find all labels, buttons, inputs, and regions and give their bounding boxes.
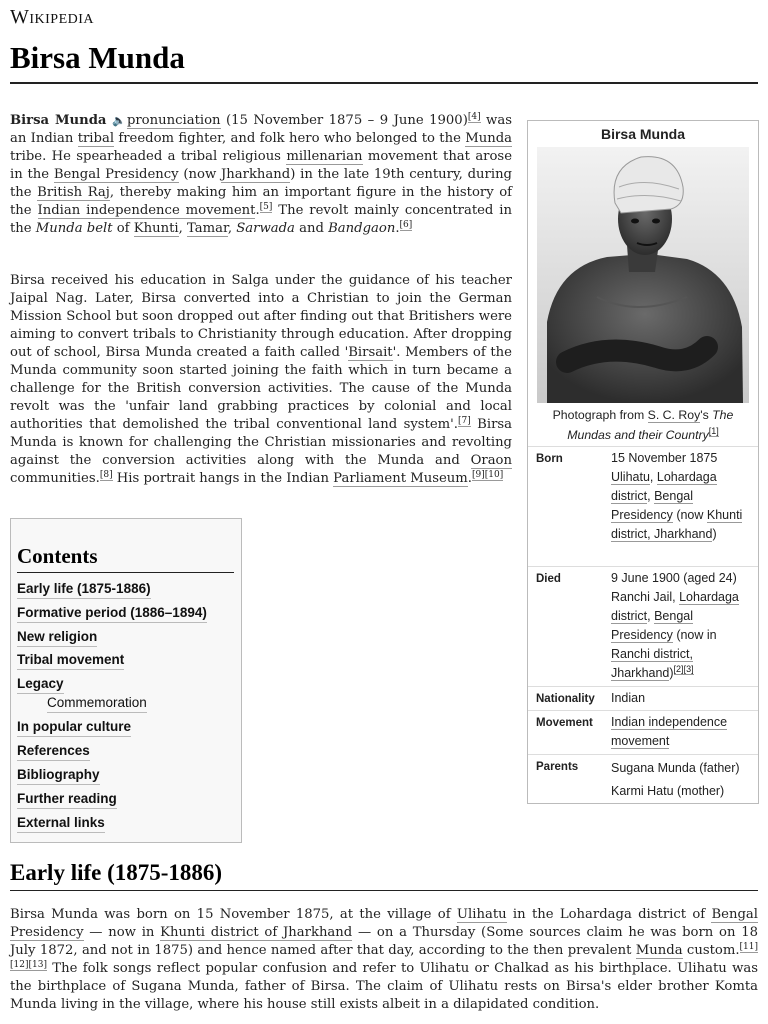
toc-item-legacy[interactable]: Legacy — [17, 675, 64, 694]
infobox-title: Birsa Munda — [600, 126, 685, 142]
text: 9 June 1900 (aged 24) — [611, 571, 737, 585]
link-sc-roy[interactable]: S. C. Roy — [647, 408, 701, 422]
citation-6[interactable]: [6] — [399, 219, 413, 230]
citation-7[interactable]: [7] — [458, 415, 471, 426]
toc-item-bibliography[interactable]: Bibliography — [17, 766, 100, 785]
parents-value — [611, 757, 751, 803]
infobox-row-nationality — [528, 686, 758, 711]
text: . — [395, 221, 400, 236]
text: freedom fighter, and folk hero who belonged to the — [114, 131, 466, 146]
toc-item-tribal-movement[interactable]: Tribal movement — [17, 651, 124, 670]
toc-item-commemoration[interactable]: Commemoration — [47, 694, 147, 713]
early-life-paragraph — [10, 906, 758, 1014]
wikipedia-wordmark[interactable] — [10, 6, 94, 29]
link-british-raj[interactable]: British Raj — [37, 185, 110, 200]
citation-1[interactable]: [1] — [708, 425, 719, 436]
link-lohardaga-district[interactable]: Lohardaga district — [611, 470, 717, 503]
citation-9[interactable]: [9] — [471, 469, 485, 480]
text: 's — [700, 408, 713, 422]
sarwada: Sarwada — [236, 221, 295, 236]
text: . — [255, 203, 260, 218]
citation-2[interactable]: [2] — [673, 663, 684, 674]
toc-item-early-life[interactable]: Early life (1875-1886) — [17, 580, 151, 599]
table-of-contents — [10, 518, 242, 843]
text: , — [227, 221, 237, 236]
link-khunti-district[interactable]: Khunti district of Jharkhand — [160, 925, 353, 940]
link-bengal-presidency[interactable]: Bengal Presidency — [611, 489, 694, 522]
movement-label: Movement — [536, 717, 593, 729]
text: Photograph from — [552, 408, 648, 422]
infobox-row-parents — [528, 754, 758, 803]
nationality-value: Indian — [611, 691, 646, 705]
citation-10[interactable]: [10] — [484, 469, 504, 480]
text: Ranchi Jail, — [611, 590, 680, 604]
nationality-label: Nationality — [536, 693, 595, 705]
text: Birsa received his education in Salga under the guidance of his teacher Jaipal Nag. Later, Birsa converted into a Christian to join the German Mission School but soon dropped out after finding out that Britishers were aiming to convert tribals to Christianity through education. After dropping out of school, Birsa Munda created a faith called ' — [10, 273, 512, 360]
text: and — [294, 221, 329, 236]
photo-caption — [532, 405, 754, 445]
text: (now — [178, 167, 221, 182]
link-millenarian[interactable]: millenarian — [286, 149, 363, 164]
text: 15 November 1875 — [611, 451, 718, 465]
citation-11[interactable]: [11] — [739, 941, 759, 952]
text: (now in — [672, 628, 717, 642]
link-khunti[interactable]: Khunti — [133, 221, 179, 236]
book-title: The Mundas and their Country — [567, 408, 734, 442]
toc-item-popular-culture[interactable]: In popular culture — [17, 718, 131, 737]
link-tamar[interactable]: Tamar — [187, 221, 228, 236]
text: ) in the late 19th century, during the — [10, 167, 512, 200]
text: . — [467, 471, 472, 486]
link-tribal[interactable]: tribal — [77, 131, 115, 146]
died-value — [611, 569, 751, 683]
text: ) — [669, 666, 674, 680]
section-divider — [10, 890, 758, 891]
section-heading-early-life: Early life (1875-1886) — [10, 860, 223, 885]
text: communities. — [10, 471, 100, 486]
infobox-row-movement — [528, 710, 758, 755]
movement-value — [611, 713, 751, 751]
citation-12[interactable]: [12] — [10, 959, 29, 970]
text: tribe. He spearheaded a tribal religious — [10, 149, 287, 164]
link-munda[interactable]: Munda — [635, 943, 683, 958]
text: The folk songs reflect popular confusion and refer to Ulihatu or Chalkad as his birthplace. Ulihatu was the birthplace of Sugana Munda, father of Birsa. The claim of Ulihatu rests on Birsa's elder brother Komta Munda living in the village, where his house still exists albeit in a dilapidated condition. — [10, 961, 758, 1012]
toc-item-formative-period[interactable]: Formative period (1886–1894) — [17, 604, 207, 623]
text: , — [178, 221, 188, 236]
wordmark-text: Wikipedia — [10, 6, 95, 28]
toc-item-new-religion[interactable]: New religion — [17, 628, 97, 647]
text: ) — [712, 527, 717, 541]
text: , — [647, 489, 655, 503]
infobox-row-born — [528, 446, 758, 567]
text: , — [649, 470, 657, 484]
title-divider — [10, 82, 758, 84]
text: of — [112, 221, 134, 236]
link-indian-independence[interactable]: Indian independence movement — [37, 203, 256, 218]
citation-4[interactable]: [4] — [467, 111, 481, 122]
link-indian-independence[interactable]: Indian independence movement — [611, 715, 728, 748]
text: was an Indian — [10, 113, 512, 146]
link-khunti-district[interactable]: Khunti district, Jharkhand — [611, 508, 743, 541]
toc-title: Contents — [17, 544, 98, 568]
pronunciation-link[interactable]: pronunciation — [126, 113, 221, 128]
link-munda[interactable]: Munda — [465, 131, 512, 146]
text: His portrait hangs in the Indian — [112, 471, 334, 486]
born-label: Born — [536, 453, 563, 465]
lead-paragraph-1 — [10, 112, 512, 238]
link-bengal-presidency[interactable]: Bengal Presidency — [53, 167, 179, 182]
subject-name: Birsa Munda — [10, 113, 107, 128]
infobox-row-died — [528, 566, 758, 687]
mother: Karmi Hatu (mother) — [611, 784, 725, 798]
portrait-photo[interactable] — [537, 147, 749, 403]
parents-label: Parents — [536, 761, 579, 773]
page-title: Birsa Munda — [10, 40, 185, 75]
link-jharkhand[interactable]: Jharkhand — [221, 167, 291, 182]
text: in the Lohardaga district of — [506, 907, 712, 922]
text: movement that arose in the — [10, 149, 512, 182]
toc-item-further-reading[interactable]: Further reading — [17, 790, 117, 809]
text: Birsa Munda is known for challenging the Christian missionaries and revolting against the conversion activities along with the Munda and — [10, 417, 513, 468]
text: , — [647, 609, 655, 623]
toc-divider — [17, 572, 234, 573]
citation-5[interactable]: [5] — [259, 201, 273, 212]
text: The revolt mainly concentrated in the — [10, 203, 512, 236]
link-ulihatu[interactable]: Ulihatu — [456, 907, 507, 922]
infobox — [527, 120, 759, 804]
father: Sugana Munda (father) — [611, 761, 740, 775]
link-oraon[interactable]: Oraon — [470, 453, 512, 468]
text: — on a Thursday (Some sources claim he was born on 18 July 1872, and not in 1875) and hence named after that day, according to the then prevalent — [10, 925, 758, 958]
citation-13[interactable]: [13] — [28, 959, 47, 970]
toc-item-external-links[interactable]: External links — [17, 814, 105, 833]
text: Birsa Munda was born on 15 November 1875, at the village of — [10, 907, 457, 922]
link-lohardaga-district[interactable]: Lohardaga district — [611, 590, 739, 623]
died-label: Died — [536, 573, 561, 585]
lead-paragraph-2 — [10, 272, 512, 488]
munda-belt: Munda belt — [35, 221, 113, 236]
born-value — [611, 449, 751, 544]
text: '. Members of the Munda community soon started joining the faith which in turn became a challenge for the British conversion activities. The cause of the Munda revolt was the 'unfair land grabbing practices by colonial and local authorities that demolished the tribal conventional land system'. — [10, 345, 512, 432]
toc-item-references[interactable]: References — [17, 742, 90, 761]
bandgaon: Bandgaon — [328, 221, 396, 236]
speaker-icon[interactable]: 🔈 — [111, 114, 127, 127]
citation-8[interactable]: [8] — [99, 469, 113, 480]
link-bengal-presidency[interactable]: Bengal Presidency — [10, 907, 758, 940]
link-ulihatu[interactable]: Ulihatu — [611, 470, 650, 484]
text: (now — [672, 508, 707, 522]
link-birsait[interactable]: Birsait — [348, 345, 393, 360]
link-parliament-museum[interactable]: Parliament Museum — [333, 471, 468, 486]
citation-3[interactable]: [3] — [683, 663, 694, 674]
link-ranchi-district[interactable]: Ranchi district, Jharkhand — [611, 647, 693, 680]
text: , thereby making him an important figure in the history of the — [10, 185, 513, 218]
text: — now in — [83, 925, 161, 940]
link-bengal-presidency[interactable]: Bengal Presidency — [611, 609, 694, 642]
text: custom. — [682, 943, 740, 958]
text: (15 November 1875 – 9 June 1900) — [220, 113, 468, 128]
